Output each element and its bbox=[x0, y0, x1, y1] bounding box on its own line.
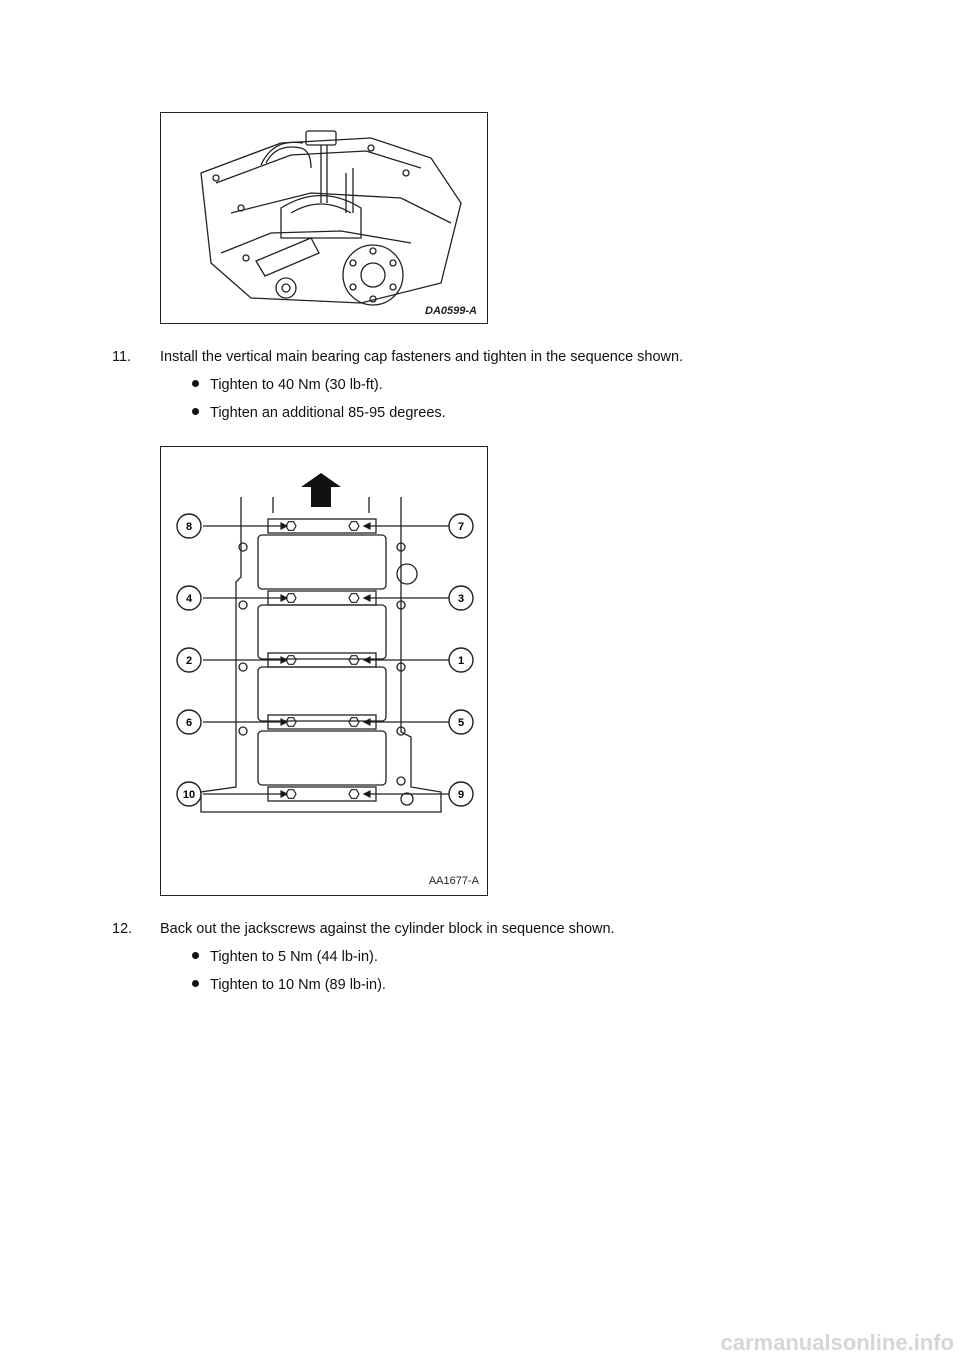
step-12-bullet-1 bbox=[192, 948, 378, 966]
step-text: Back out the jackscrews against the cylinder block in sequence shown. bbox=[160, 921, 615, 937]
footer-watermark: carmanualsonline.info bbox=[720, 1330, 954, 1355]
bullet-text: Tighten an additional 85-95 degrees. bbox=[210, 405, 446, 421]
step-11 bbox=[112, 348, 683, 366]
bullet-icon bbox=[192, 408, 199, 415]
callout-number: 2 bbox=[185, 655, 193, 667]
arrow-tip bbox=[364, 523, 370, 529]
bolt-icon bbox=[349, 656, 359, 665]
callout-number: 7 bbox=[457, 521, 465, 533]
figure-code: AA1677-A bbox=[428, 875, 479, 887]
bullet-text: Tighten to 40 Nm (30 lb-ft). bbox=[210, 377, 383, 393]
arrow-tip bbox=[281, 657, 287, 663]
callout-right bbox=[449, 648, 473, 672]
bolt-icon bbox=[349, 522, 359, 531]
callout-right bbox=[449, 514, 473, 538]
callout-number: 8 bbox=[185, 521, 193, 533]
callout-number: 10 bbox=[182, 789, 196, 801]
arrow-tip bbox=[364, 657, 370, 663]
bullet-text: Tighten to 5 Nm (44 lb-in). bbox=[210, 949, 378, 965]
arrow-tip bbox=[364, 595, 370, 601]
callout-left bbox=[177, 514, 201, 538]
bearing-cap-drawing bbox=[161, 447, 487, 895]
callout-number: 3 bbox=[457, 593, 465, 605]
step-text: Install the vertical main bearing cap fasteners and tighten in the sequence shown. bbox=[160, 349, 684, 365]
arrow-tip bbox=[364, 719, 370, 725]
bullet-icon bbox=[192, 952, 199, 959]
callout-number: 5 bbox=[457, 717, 465, 729]
callout-number: 6 bbox=[185, 717, 193, 729]
callout-left bbox=[177, 586, 201, 610]
callout-left bbox=[177, 782, 201, 806]
callout-number: 4 bbox=[185, 593, 193, 605]
engine-block-drawing bbox=[161, 113, 487, 323]
callout-left bbox=[177, 648, 201, 672]
callout-number: 1 bbox=[457, 655, 465, 667]
callout-left bbox=[177, 710, 201, 734]
step-12 bbox=[112, 920, 615, 938]
step-number: 12. bbox=[112, 921, 133, 937]
bolt-icon bbox=[349, 790, 359, 799]
step-number: 11. bbox=[112, 349, 132, 365]
callout-right bbox=[449, 782, 473, 806]
step-11-bullet-1 bbox=[192, 376, 383, 394]
arrow-tip bbox=[281, 523, 287, 529]
callout-right bbox=[449, 710, 473, 734]
step-12-bullet-2 bbox=[192, 976, 386, 994]
arrow-tip bbox=[281, 719, 287, 725]
front-arrow-icon bbox=[301, 473, 341, 507]
arrow-tip bbox=[364, 791, 370, 797]
bolt-icon bbox=[349, 718, 359, 727]
tightening-sequence-diagram bbox=[160, 446, 488, 896]
bullet-text: Tighten to 10 Nm (89 lb-in). bbox=[210, 977, 386, 993]
arrow-tip bbox=[281, 791, 287, 797]
bolt-icon bbox=[349, 594, 359, 603]
bullet-icon bbox=[192, 980, 199, 987]
bullet-icon bbox=[192, 380, 199, 387]
jackscrew-illustration bbox=[160, 112, 488, 324]
arrow-tip bbox=[281, 595, 287, 601]
callout-right bbox=[449, 586, 473, 610]
callout-number: 9 bbox=[457, 789, 465, 801]
figure-code: DA0599-A bbox=[425, 305, 477, 317]
step-11-bullet-2 bbox=[192, 404, 446, 422]
